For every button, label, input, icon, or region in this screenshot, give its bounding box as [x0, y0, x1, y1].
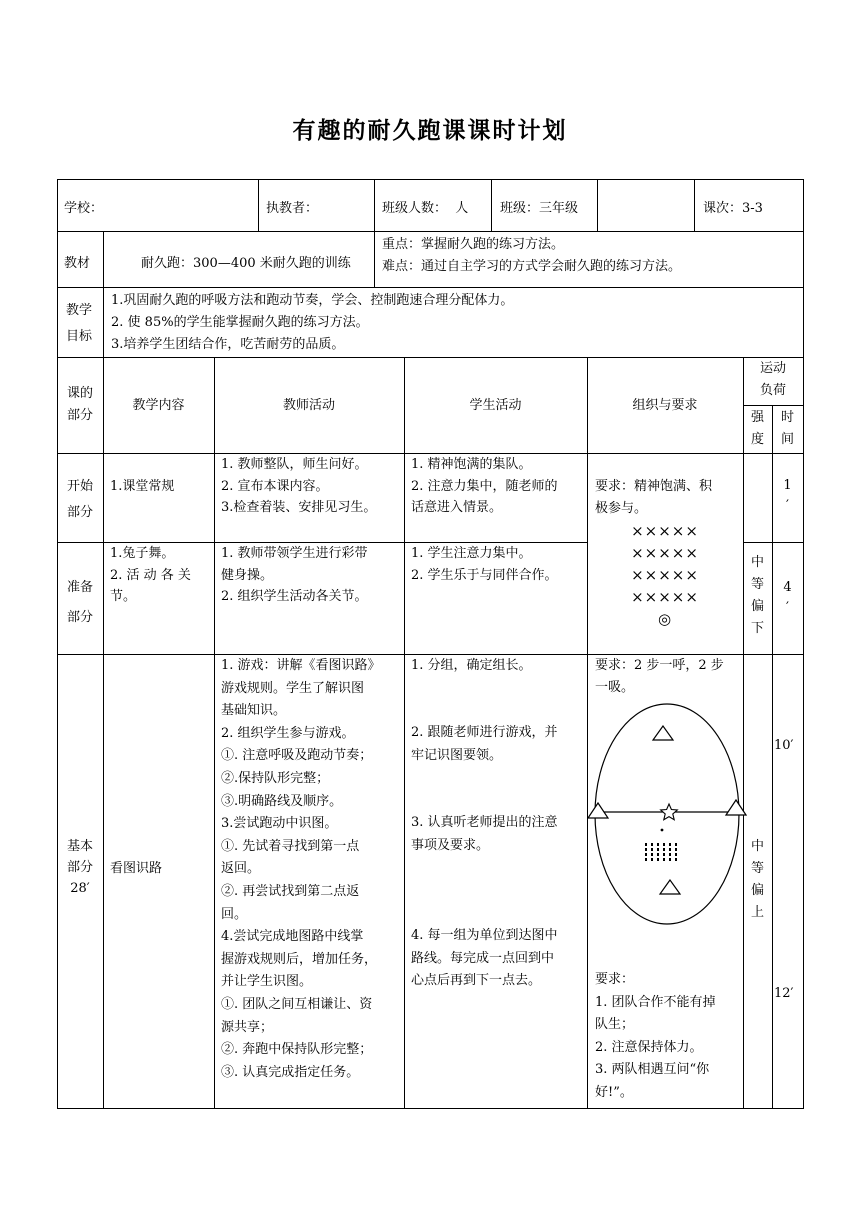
start-part-line: 部分	[66, 505, 93, 520]
route-diagram	[587, 700, 747, 932]
goals-label-line: 目标	[66, 329, 93, 344]
start-part	[57, 474, 103, 526]
intensity-char: 偏	[750, 883, 764, 898]
basic-teacher	[221, 655, 381, 1084]
text-line: 握游戏规则后，增加任务，	[221, 951, 378, 967]
prep-part-line: 准备	[66, 580, 93, 595]
grade-field: 班级：三年级	[500, 201, 579, 216]
header-part-line: 部分	[66, 408, 93, 423]
intensity-char: 等	[750, 861, 764, 876]
intensity-char: 中	[750, 555, 764, 570]
text-line: 2. 组织学生活动各关节。	[221, 589, 368, 604]
basic-student-4	[411, 925, 558, 993]
center-star-marker	[661, 804, 678, 820]
start-content: 1.课堂常规	[110, 479, 175, 494]
material-content: 耐久跑：300—400 米耐久跑的训练	[141, 256, 351, 271]
material-label: 教材	[64, 256, 91, 271]
header-time-line: 时	[780, 410, 794, 425]
text-line: ②. 再尝试找到第二点返	[221, 883, 360, 899]
text-line: 事项及要求。	[411, 837, 490, 853]
text-line: 3.尝试跑动中识图。	[221, 816, 338, 832]
text-line: 1.兔子舞。	[110, 546, 175, 561]
text-line: 游戏规则。学生了解识图	[221, 680, 365, 696]
text-line: ①. 先试着寻找到第一点	[221, 838, 360, 854]
text-line: ②.保持队形完整；	[221, 770, 330, 786]
basic-intensity	[743, 836, 772, 924]
key-point: 重点：掌握耐久跑的练习方法。	[382, 237, 565, 252]
header-load-line: 负荷	[759, 383, 786, 398]
start-student	[411, 454, 558, 519]
right-triangle-marker	[726, 800, 746, 815]
school-field: 学校：	[64, 201, 104, 216]
formation-row: ×××××	[631, 566, 699, 584]
text-line: 并让学生识图。	[221, 974, 313, 990]
top-triangle-marker	[653, 726, 673, 740]
text-line: 2. 活 动 各 关	[110, 567, 191, 583]
formation-row: ×××××	[631, 588, 699, 606]
time-line: ′	[786, 498, 789, 513]
basic-part-line: 部分	[66, 860, 93, 875]
difficulty: 难点：通过自主学习的方式学会耐久跑的练习方法。	[382, 259, 682, 274]
header-time	[772, 407, 803, 451]
text-line: 要求：精神饱满、积	[595, 479, 713, 494]
prep-part-line: 部分	[66, 610, 93, 625]
intensity-char: 偏	[750, 599, 764, 614]
header-intensity-line: 强	[750, 410, 764, 425]
prep-part	[57, 573, 103, 633]
basic-student-1: 1. 分组，确定组长。	[411, 658, 532, 673]
time-line: 4	[783, 580, 792, 595]
teacher-field: 执教者：	[266, 201, 319, 216]
header-organization: 组织与要求	[632, 398, 698, 413]
left-triangle-marker	[588, 803, 608, 818]
start-point-marker	[661, 829, 664, 832]
text-line: ③. 认真完成指定任务。	[221, 1064, 360, 1080]
text-line: 返回。	[221, 861, 261, 877]
text-line: 2. 宣布本课内容。	[221, 478, 329, 494]
text-line: 极参与。	[595, 500, 648, 516]
text-line: 4. 每一组为单位到达图中	[411, 928, 558, 943]
basic-time-b: 12′	[774, 986, 794, 1001]
text-line: 1. 精神饱满的集队。	[411, 457, 532, 472]
prep-content	[110, 543, 191, 608]
text-line: ②. 奔跑中保持队形完整；	[221, 1042, 373, 1058]
text-line: 1. 团队合作不能有掉	[595, 994, 716, 1010]
basic-org-bottom	[595, 969, 716, 1105]
text-line: 好!”。	[595, 1084, 633, 1100]
basic-org-top	[595, 655, 724, 699]
prep-time	[772, 578, 803, 618]
intensity-char: 等	[750, 577, 764, 592]
text-line: 2. 组织学生参与游戏。	[221, 725, 355, 741]
text-line: 1. 教师带领学生进行彩带	[221, 546, 368, 561]
basic-part-line: 28′	[70, 881, 90, 896]
text-line: 3. 认真听老师提出的注意	[411, 815, 558, 830]
text-line: 1. 学生注意力集中。	[411, 546, 532, 561]
text-line: 2. 学生乐于与同伴合作。	[411, 567, 558, 583]
start-teacher	[221, 454, 376, 519]
basic-student-3	[411, 812, 558, 857]
start-org	[595, 476, 712, 519]
text-line: 2. 注意力集中，随老师的	[411, 478, 558, 494]
text-line: 3.检查着装、安排见习生。	[221, 500, 377, 515]
basic-part-line: 基本	[66, 839, 93, 854]
prep-student	[411, 543, 558, 586]
goals-label-line: 教学	[66, 303, 93, 318]
bottom-triangle-marker	[660, 880, 680, 894]
start-part-line: 开始	[66, 479, 93, 494]
goals-list	[111, 290, 513, 356]
header-intensity	[743, 407, 772, 451]
text-line: 心点后再到下一点去。	[411, 973, 542, 989]
text-line: ①. 团队之间互相谦让、资	[221, 996, 373, 1012]
header-student: 学生活动	[469, 398, 522, 413]
formation-row: ×××××	[631, 544, 699, 562]
header-part-line: 课的	[66, 386, 93, 401]
goal-item: 3.培养学生团结合作，吃苦耐劳的品质。	[111, 337, 345, 352]
text-line: 话意进入情景。	[411, 500, 503, 515]
time-line: 1	[783, 478, 792, 493]
formation-diagram	[587, 520, 743, 630]
basic-time-a: 10′	[774, 738, 794, 753]
teacher-position-marker: ◎	[657, 610, 673, 628]
class-size-field: 班级人数： 人	[382, 201, 469, 216]
header-intensity-line: 度	[750, 432, 764, 447]
goals-label	[66, 298, 92, 350]
text-line: 4.尝试完成地图路中线掌	[221, 929, 364, 945]
formation-row: ×××××	[631, 522, 699, 540]
student-group-dots	[645, 843, 677, 861]
text-line: 要求：	[595, 972, 635, 987]
text-line: 牢记识图要领。	[411, 747, 503, 763]
intensity-char: 下	[750, 621, 764, 636]
text-line: ①. 注意呼吸及跑动节奏；	[221, 748, 373, 764]
basic-content: 看图识路	[110, 861, 163, 876]
text-line: 回。	[221, 906, 248, 922]
basic-part	[57, 836, 103, 899]
header-time-line: 间	[780, 432, 794, 447]
text-line: 1. 教师整队，师生问好。	[221, 457, 368, 472]
intensity-char: 中	[750, 839, 764, 854]
goal-item: 1.巩固耐久跑的呼吸方法和跑动节奏，学会、控制跑速合理分配体力。	[111, 293, 514, 308]
text-line: 2. 跟随老师进行游戏，并	[411, 725, 558, 740]
text-line: 1. 游戏：讲解《看图识路》	[221, 658, 381, 673]
lesson-field: 课次：3-3	[703, 201, 763, 216]
goal-item: 2. 使 85%的学生能掌握耐久跑的练习方法。	[111, 315, 369, 330]
text-line: 2. 注意保持体力。	[595, 1039, 703, 1055]
text-line: 基础知识。	[221, 703, 287, 719]
text-line: 节。	[110, 589, 137, 604]
start-time	[772, 476, 803, 516]
intensity-char: 上	[750, 905, 764, 920]
basic-student-2	[411, 722, 558, 767]
text-line: 源共享；	[221, 1019, 274, 1035]
text-line: 一吸。	[595, 680, 635, 695]
text-line: 3. 两队相遇互问“你	[595, 1062, 710, 1078]
prep-intensity	[743, 552, 772, 640]
header-content: 教学内容	[132, 398, 185, 413]
page-title: 有趣的耐久跑课课时计划	[292, 117, 568, 144]
header-load	[743, 358, 803, 402]
text-line: ③.明确路线及顺序。	[221, 793, 343, 809]
text-line: 健身操。	[221, 567, 274, 583]
text-line: 路线。每完成一点回到中	[411, 950, 555, 966]
text-line: 要求：2 步一呼，2 步	[595, 658, 724, 673]
text-line: 队生；	[595, 1017, 635, 1033]
header-teacher: 教师活动	[282, 398, 335, 413]
header-load-line: 运动	[759, 361, 786, 376]
time-line: ′	[786, 600, 789, 615]
header-part	[57, 383, 103, 427]
prep-teacher	[221, 543, 368, 608]
